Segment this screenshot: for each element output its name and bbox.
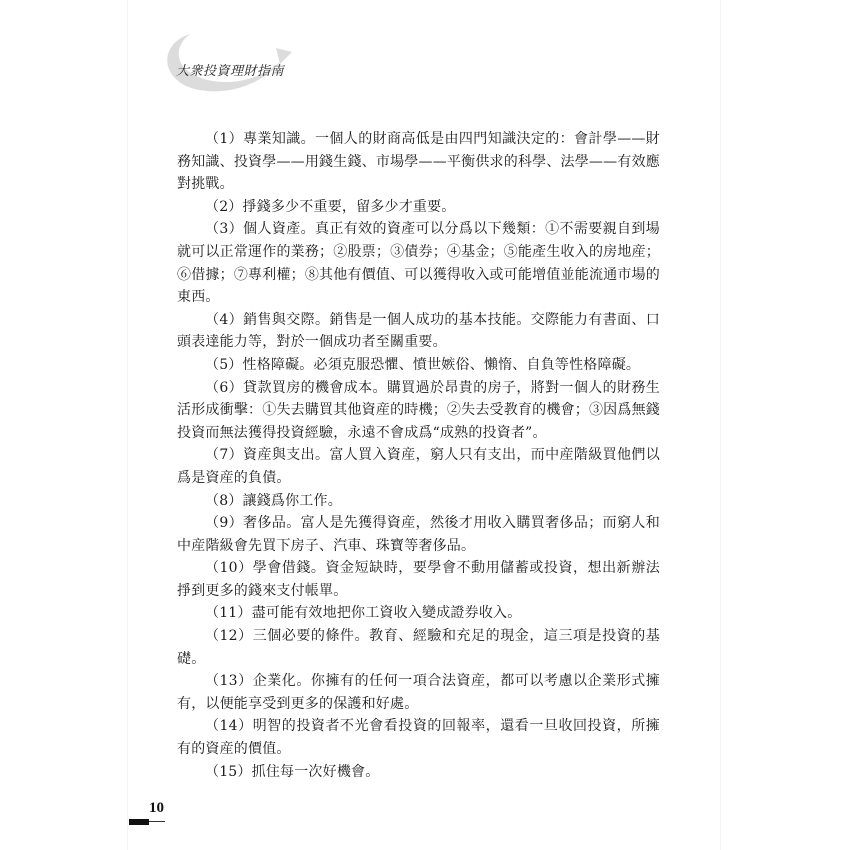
- page-number: 10: [149, 800, 164, 816]
- paragraph-10: （10）學會借錢。資金短缺時，要學會不動用儲蓄或投資，想出新辦法掙到更多的錢來支付帳單。: [177, 560, 660, 599]
- paragraph-12: （12）三個必要的條件。教育、經驗和充足的現金，這三項是投資的基礎。: [177, 628, 660, 667]
- paragraph-7: （7）資産與支出。富人買入資産，窮人只有支出，而中産階級買他們以爲是資産的負債。: [177, 447, 660, 486]
- paragraph-11: （11）盡可能有效地把你工資收入變成證券收入。: [205, 605, 522, 622]
- paragraph-14: （14）明智的投資者不光會看投資的回報率，還看一旦收回投資，所擁有的資産的價值。: [177, 718, 660, 758]
- header-title: 大衆投資理財指南: [176, 64, 285, 79]
- body-text: [177, 128, 660, 783]
- paragraph-13: （13）企業化。你擁有的任何一項合法資産，都可以考慮以企業形式擁有，以便能享受到更多的保護和好處。: [177, 673, 660, 712]
- paragraph-2: （2）掙錢多少不重要，留多少才重要。: [205, 198, 456, 215]
- footer-rule: [149, 821, 165, 822]
- paragraph-3: （3）個人資產。真正有效的資產可以分爲以下幾類：①不需要親自到場就可以正常運作的業務；②股票；③債券；④基金；⑤能產生收入的房地産；⑥借據；⑦專利權；⑧其他有價值、可以獲得收入或可能增值並能流通市場的東西。: [177, 221, 660, 306]
- paragraph-6: （6）貸款買房的機會成本。購買過於昂貴的房子，將對一個人的財務生活形成衝擊：①失去購買其他資産的時機；②失去受教育的機會；③因爲無錢投資而無法獲得投資經驗，永遠不會成爲“成熟的投資者”。: [177, 379, 660, 441]
- paragraph-8: （8）讓錢爲你工作。: [205, 492, 342, 509]
- paragraph-5: （5）性格障礙。必須克服恐懼、憤世嫉俗、懶惰、自負等性格障礙。: [205, 356, 641, 373]
- paragraph-1: （1）專業知識。一個人的財商高低是由四門知識決定的：會計學——財務知識、投資學——用錢生錢、市場學——平衡供求的科學、法學——有效應對挑戰。: [177, 131, 660, 193]
- paragraph-9: （9）奢侈品。富人是先獲得資産，然後才用收入購買奢侈品；而窮人和中産階級會先買下房子、汽車、珠寶等奢侈品。: [177, 515, 660, 554]
- paragraph-15: （15）抓住每一次好機會。: [205, 763, 380, 780]
- paragraph-4: （4）銷售與交際。銷售是一個人成功的基本技能。交際能力有書面、口頭表達能力等，對於一個成功者至關重要。: [177, 311, 660, 351]
- footer-bar: [129, 819, 149, 825]
